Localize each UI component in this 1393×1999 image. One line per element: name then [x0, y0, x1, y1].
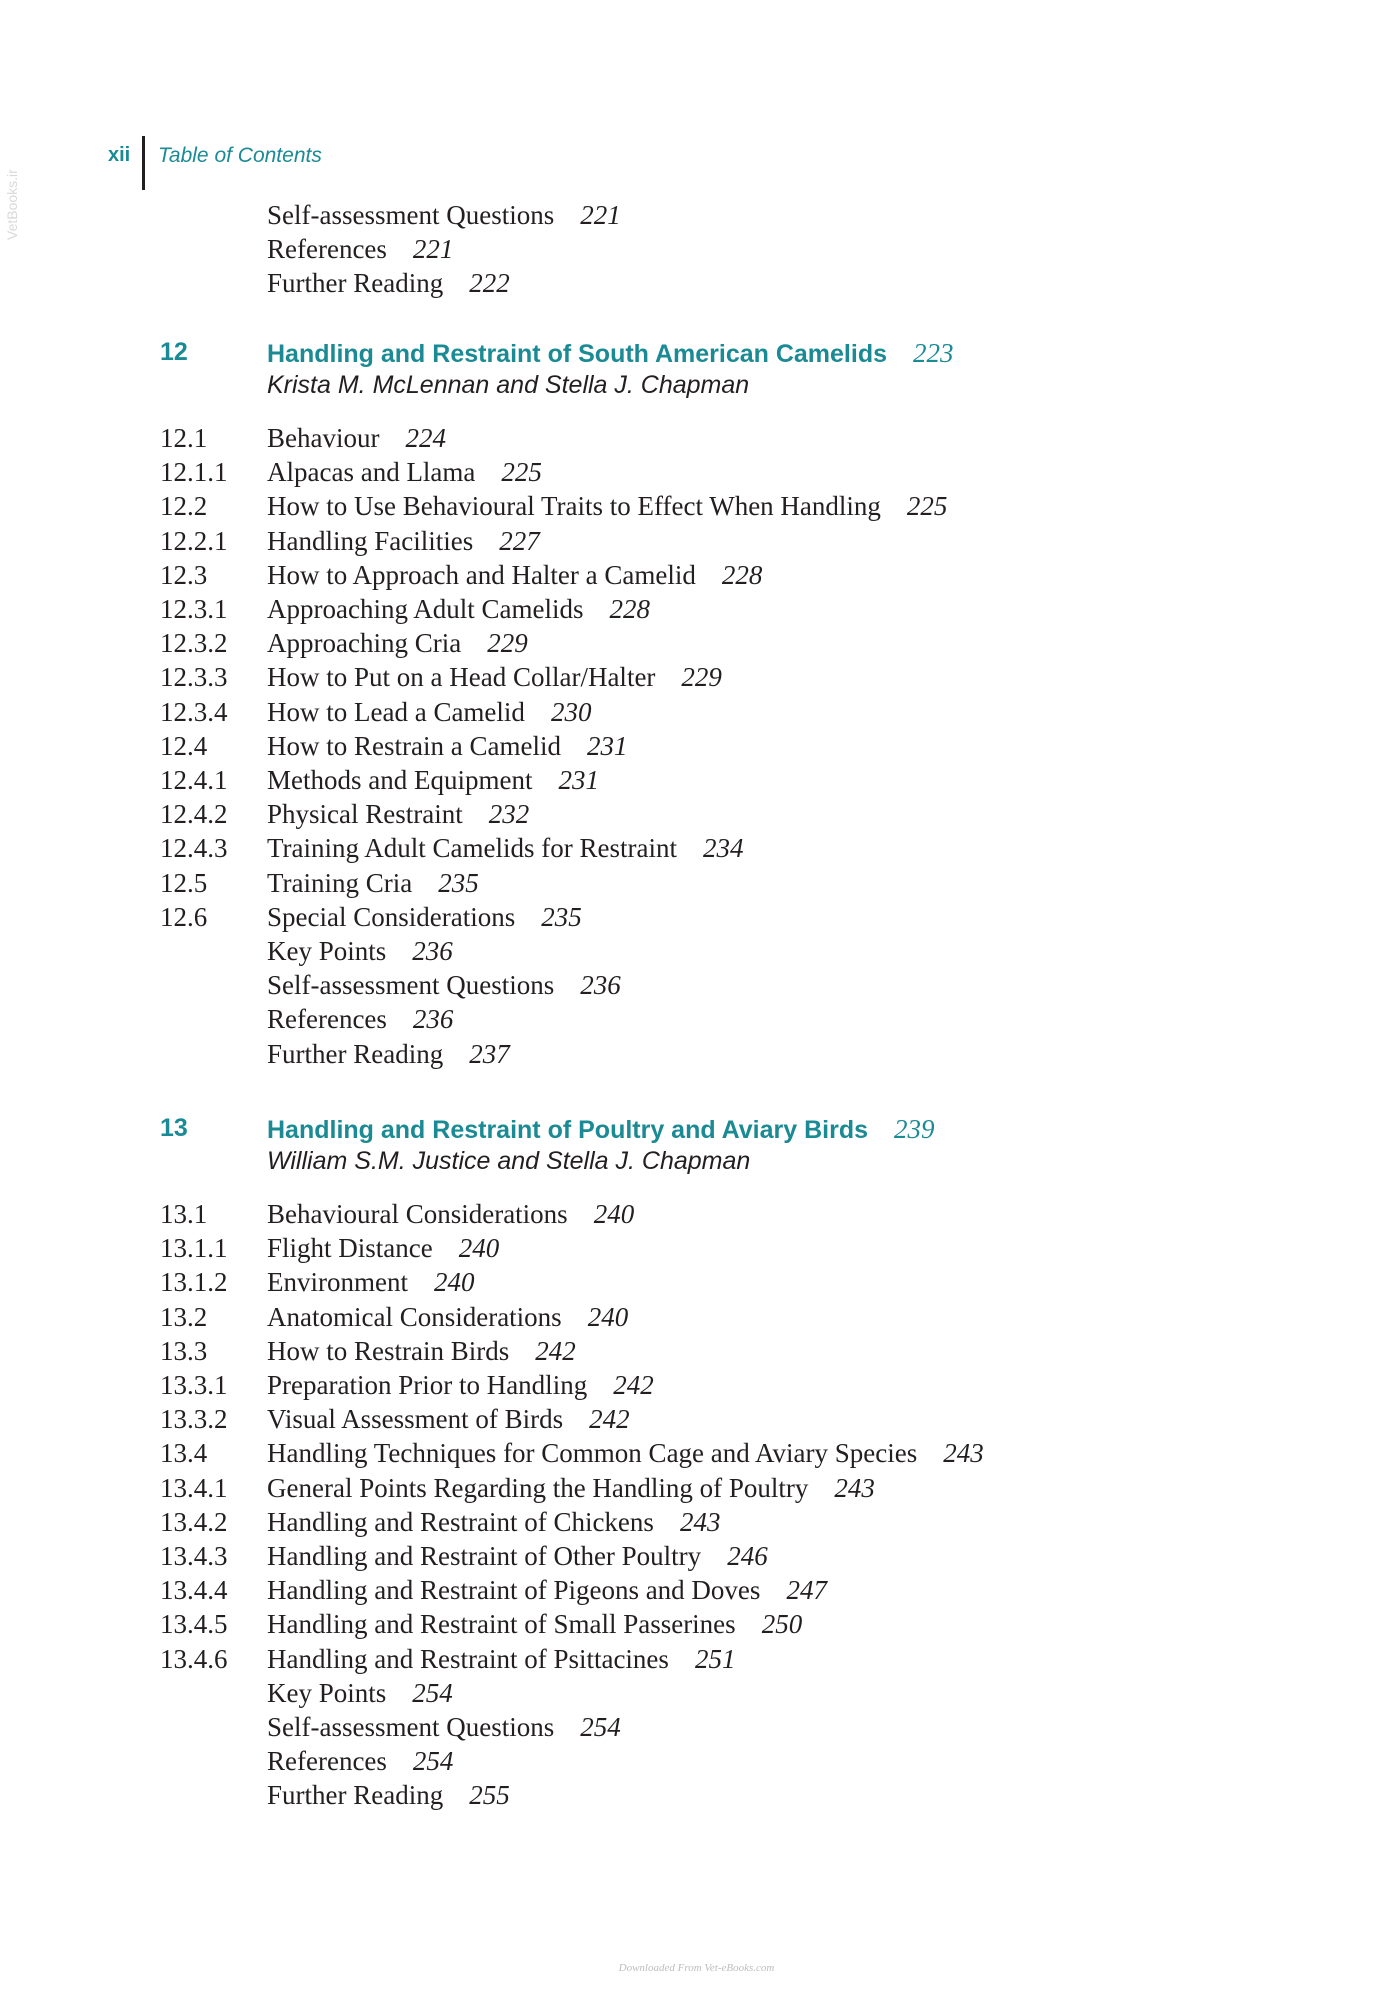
page-number: 246: [727, 1541, 768, 1571]
page-number: 232: [488, 799, 530, 830]
section-title: Environment: [267, 1267, 408, 1298]
page-number: 236: [412, 1004, 454, 1035]
toc-back-matter-entry[interactable]: [0, 268, 1200, 302]
toc-back-matter-entry[interactable]: [0, 1712, 1200, 1746]
chapter-authors-row: [0, 371, 1200, 405]
entry-text: [267, 936, 453, 967]
section-title: Behaviour: [267, 423, 380, 453]
page-number: 240: [433, 1267, 475, 1298]
section-title: Handling Techniques for Common Cage and Aviary Species: [267, 1438, 918, 1469]
page-number: 242: [589, 1404, 630, 1435]
toc-entry[interactable]: [0, 1404, 1200, 1438]
page-folio: xii: [108, 144, 131, 166]
entry-text: [267, 1712, 621, 1743]
section-number: 12.3.2: [160, 628, 228, 659]
section-number: 13.1.2: [160, 1267, 228, 1298]
toc-back-matter-entry[interactable]: [0, 1678, 1200, 1712]
section-title: Special Considerations: [267, 901, 516, 932]
section-number: 13.2: [160, 1301, 208, 1332]
section-title: Approaching Adult Camelids: [267, 594, 584, 624]
chapter-title: Handling and Restraint of South American Camelids: [267, 340, 887, 368]
chapter-heading[interactable]: [0, 1114, 1200, 1148]
entry-text: [267, 628, 528, 659]
page-number: 235: [438, 867, 479, 898]
entry-text: [267, 1507, 720, 1538]
toc-entry[interactable]: [0, 662, 1200, 696]
toc-entry[interactable]: [0, 1267, 1200, 1301]
section-title: Key Points: [267, 936, 387, 966]
entry-text: [267, 868, 479, 899]
entry-text: [267, 1233, 499, 1264]
section-title: Flight Distance: [267, 1233, 433, 1264]
toc-back-matter-entry[interactable]: [0, 1746, 1200, 1780]
section-number: 13.4.2: [160, 1506, 228, 1537]
section-title: Preparation Prior to Handling: [267, 1370, 588, 1400]
entry-text: [267, 1267, 474, 1298]
section-number: 13.4: [160, 1438, 208, 1469]
page-number: 236: [412, 936, 453, 966]
section-title: Self-assessment Questions: [267, 1712, 555, 1742]
section-number: 12.4.2: [160, 799, 228, 830]
section-title: Methods and Equipment: [267, 765, 533, 795]
entry-text: [267, 902, 582, 933]
entry-text: [267, 697, 591, 728]
entry-text: [267, 560, 762, 591]
side-watermark: VetBooks.ir: [4, 169, 20, 240]
toc-entry[interactable]: [0, 1438, 1200, 1472]
section-title: Physical Restraint: [267, 799, 463, 830]
toc-entry[interactable]: [0, 1473, 1200, 1507]
entry-text: [267, 1370, 654, 1401]
section-number: 13.1.1: [160, 1233, 228, 1264]
page-number: 222: [469, 268, 510, 299]
page-number: 247: [786, 1575, 827, 1606]
section-number: 12.3.4: [160, 696, 228, 727]
section-title: How to Put on a Head Collar/Halter: [267, 662, 656, 693]
entry-text: [267, 1004, 453, 1035]
section-number: 13.3.2: [160, 1404, 228, 1435]
page-number: 221: [580, 200, 621, 230]
toc-entry[interactable]: [0, 628, 1200, 662]
entry-text: [267, 1780, 510, 1811]
section-title: Handling Facilities: [267, 525, 474, 556]
page-number: 243: [679, 1506, 721, 1537]
section-title: Alpacas and Llama: [267, 457, 476, 488]
section-number: 13.4.3: [160, 1541, 228, 1571]
section-number: 12.2: [160, 491, 208, 522]
section-title: Training Adult Camelids for Restraint: [267, 833, 677, 864]
section-number: 12.3: [160, 559, 208, 590]
toc-entry[interactable]: [0, 457, 1200, 491]
toc-entry[interactable]: [0, 1609, 1200, 1643]
chapter-authors: Krista M. McLennan and Stella J. Chapman: [267, 371, 750, 399]
section-title: How to Restrain Birds: [267, 1335, 510, 1366]
section-number: 13.3: [160, 1335, 208, 1366]
section-number: 12.4: [160, 730, 208, 761]
entry-text: [267, 1438, 984, 1469]
entry-text: [267, 200, 621, 231]
page-number: 227: [499, 525, 540, 556]
chapter-heading-text: [267, 338, 954, 369]
page-number: 243: [834, 1472, 875, 1503]
toc-entry[interactable]: [0, 1575, 1200, 1609]
section-title: References: [267, 234, 387, 265]
entry-text: [267, 765, 599, 796]
section-title: Training Cria: [267, 867, 413, 898]
page-number: 240: [458, 1233, 500, 1264]
toc-entry[interactable]: [0, 560, 1200, 594]
entry-text: [267, 1609, 802, 1640]
page-number: 254: [412, 1746, 454, 1777]
page-number: 250: [761, 1609, 803, 1640]
chapter-page-number: 239: [894, 1114, 935, 1144]
toc-back-matter-entry[interactable]: [0, 970, 1200, 1004]
entry-text: [267, 491, 947, 522]
page-number: 255: [469, 1780, 510, 1811]
section-number: 12.2.1: [160, 525, 228, 556]
toc-entry[interactable]: [0, 594, 1200, 628]
page-number: 221: [412, 234, 454, 265]
page-number: 229: [487, 628, 528, 659]
toc-entry[interactable]: [0, 1199, 1200, 1233]
page-number: 236: [580, 970, 621, 1001]
entry-text: [267, 1541, 768, 1572]
toc-entry[interactable]: [0, 526, 1200, 560]
entry-text: [267, 1644, 735, 1675]
toc-entry[interactable]: [0, 765, 1200, 799]
section-title: Self-assessment Questions: [267, 200, 555, 230]
toc-back-matter-entry[interactable]: [0, 1004, 1200, 1038]
section-number: 12.6: [160, 901, 208, 932]
page-number: 242: [535, 1335, 576, 1366]
page-number: 240: [587, 1301, 629, 1332]
toc-entry[interactable]: [0, 1336, 1200, 1370]
section-title: Handling and Restraint of Psittacines: [267, 1643, 669, 1674]
entry-text: [267, 1473, 875, 1504]
entry-text: [267, 1039, 510, 1070]
chapter-number: 12: [160, 338, 188, 366]
toc-entry[interactable]: [0, 1302, 1200, 1336]
section-title: Behavioural Considerations: [267, 1199, 568, 1229]
toc-entry[interactable]: [0, 799, 1200, 833]
section-title: References: [267, 1746, 387, 1777]
section-title: How to Approach and Halter a Camelid: [267, 559, 696, 590]
entry-text: [267, 662, 722, 693]
entry-text: [267, 594, 650, 625]
section-number: 13.4.5: [160, 1609, 228, 1640]
section-number: 13.3.1: [160, 1370, 228, 1400]
toc-back-matter-entry[interactable]: [0, 936, 1200, 970]
entry-text: [267, 970, 621, 1001]
entry-text: [267, 833, 743, 864]
section-number: 12.3.3: [160, 662, 228, 693]
toc-back-matter-entry[interactable]: [0, 200, 1200, 234]
section-number: 13.4.6: [160, 1643, 228, 1674]
section-number: 12.4.1: [160, 765, 228, 795]
section-title: Further Reading: [267, 1780, 444, 1811]
entry-text: [267, 799, 529, 830]
entry-text: [267, 268, 510, 299]
page-number: 231: [558, 765, 599, 795]
page-number: 231: [586, 730, 628, 761]
chapter-heading-text: [267, 1114, 935, 1145]
section-title: Further Reading: [267, 1038, 444, 1069]
entry-text: [267, 731, 627, 762]
section-title: References: [267, 1004, 387, 1035]
section-title: Anatomical Considerations: [267, 1301, 562, 1332]
section-number: 12.1.1: [160, 457, 228, 488]
entry-text: [267, 1575, 827, 1606]
page-number: 237: [469, 1038, 510, 1069]
chapter-title: Handling and Restraint of Poultry and Aviary Birds: [267, 1116, 869, 1144]
toc-entry[interactable]: [0, 491, 1200, 525]
chapter-number: 13: [160, 1114, 188, 1142]
section-title: How to Restrain a Camelid: [267, 730, 561, 761]
page-number: 254: [412, 1677, 453, 1708]
page-number: 228: [721, 559, 763, 590]
page-number: 234: [702, 833, 744, 864]
section-title: Self-assessment Questions: [267, 970, 555, 1001]
page-number: 254: [580, 1712, 621, 1742]
toc-entry[interactable]: [0, 1370, 1200, 1404]
page-number: 225: [501, 457, 542, 488]
toc-back-matter-entry[interactable]: [0, 234, 1200, 268]
toc-entry[interactable]: [0, 833, 1200, 867]
page-number: 242: [613, 1370, 654, 1400]
entry-text: [267, 234, 453, 265]
page-number: 251: [694, 1643, 736, 1674]
section-title: Handling and Restraint of Chickens: [267, 1506, 654, 1537]
section-number: 12.4.3: [160, 833, 228, 864]
toc-entry[interactable]: [0, 902, 1200, 936]
page-number: 224: [405, 423, 446, 453]
entry-text: [267, 1746, 453, 1777]
page-number: 243: [943, 1438, 984, 1469]
chapter-authors: William S.M. Justice and Stella J. Chapman: [267, 1147, 751, 1175]
entry-text: [267, 1199, 634, 1230]
section-title: Handling and Restraint of Other Poultry: [267, 1541, 702, 1571]
entry-text: [267, 526, 540, 557]
entry-text: [267, 423, 446, 454]
section-title: How to Lead a Camelid: [267, 696, 525, 727]
page-number: 225: [906, 491, 948, 522]
page-number: 228: [609, 594, 650, 624]
page-number: 240: [593, 1199, 635, 1229]
entry-text: [267, 1336, 576, 1367]
section-number: 12.1: [160, 423, 208, 453]
section-title: Visual Assessment of Birds: [267, 1404, 564, 1435]
chapter-authors-row: [0, 1147, 1200, 1181]
section-number: 13.4.4: [160, 1575, 228, 1606]
section-title: How to Use Behavioural Traits to Effect When Handling: [267, 491, 881, 522]
entry-text: [267, 1404, 630, 1435]
toc-back-matter-entry[interactable]: [0, 1780, 1200, 1814]
running-title: Table of Contents: [158, 144, 322, 167]
toc-entry[interactable]: [0, 1507, 1200, 1541]
toc-entry[interactable]: [0, 1541, 1200, 1575]
entry-text: [267, 457, 542, 488]
toc-back-matter-entry[interactable]: [0, 1039, 1200, 1073]
section-title: Further Reading: [267, 268, 444, 299]
section-title: General Points Regarding the Handling of Poultry: [267, 1472, 809, 1503]
entry-text: [267, 1678, 453, 1709]
section-title: Handling and Restraint of Pigeons and Doves: [267, 1575, 761, 1606]
toc-entry[interactable]: [0, 697, 1200, 731]
toc-entry[interactable]: [0, 731, 1200, 765]
section-title: Approaching Cria: [267, 628, 462, 659]
toc-entry[interactable]: [0, 1233, 1200, 1267]
section-number: 12.3.1: [160, 594, 228, 624]
toc-entry[interactable]: [0, 868, 1200, 902]
section-number: 12.5: [160, 867, 208, 898]
page-number: 230: [550, 696, 592, 727]
chapter-heading[interactable]: [0, 338, 1200, 372]
page-number: 229: [681, 662, 722, 693]
chapter-page-number: 223: [913, 338, 954, 368]
section-number: 13.1: [160, 1199, 208, 1229]
section-number: 13.4.1: [160, 1472, 228, 1503]
section-title: Handling and Restraint of Small Passerines: [267, 1609, 736, 1640]
entry-text: [267, 1302, 628, 1333]
toc-entry[interactable]: [0, 423, 1200, 457]
section-title: Key Points: [267, 1677, 387, 1708]
toc-entry[interactable]: [0, 1644, 1200, 1678]
header-divider: [142, 136, 145, 190]
page-number: 235: [541, 901, 582, 932]
download-footer: Downloaded From Vet-eBooks.com: [618, 1962, 775, 1974]
